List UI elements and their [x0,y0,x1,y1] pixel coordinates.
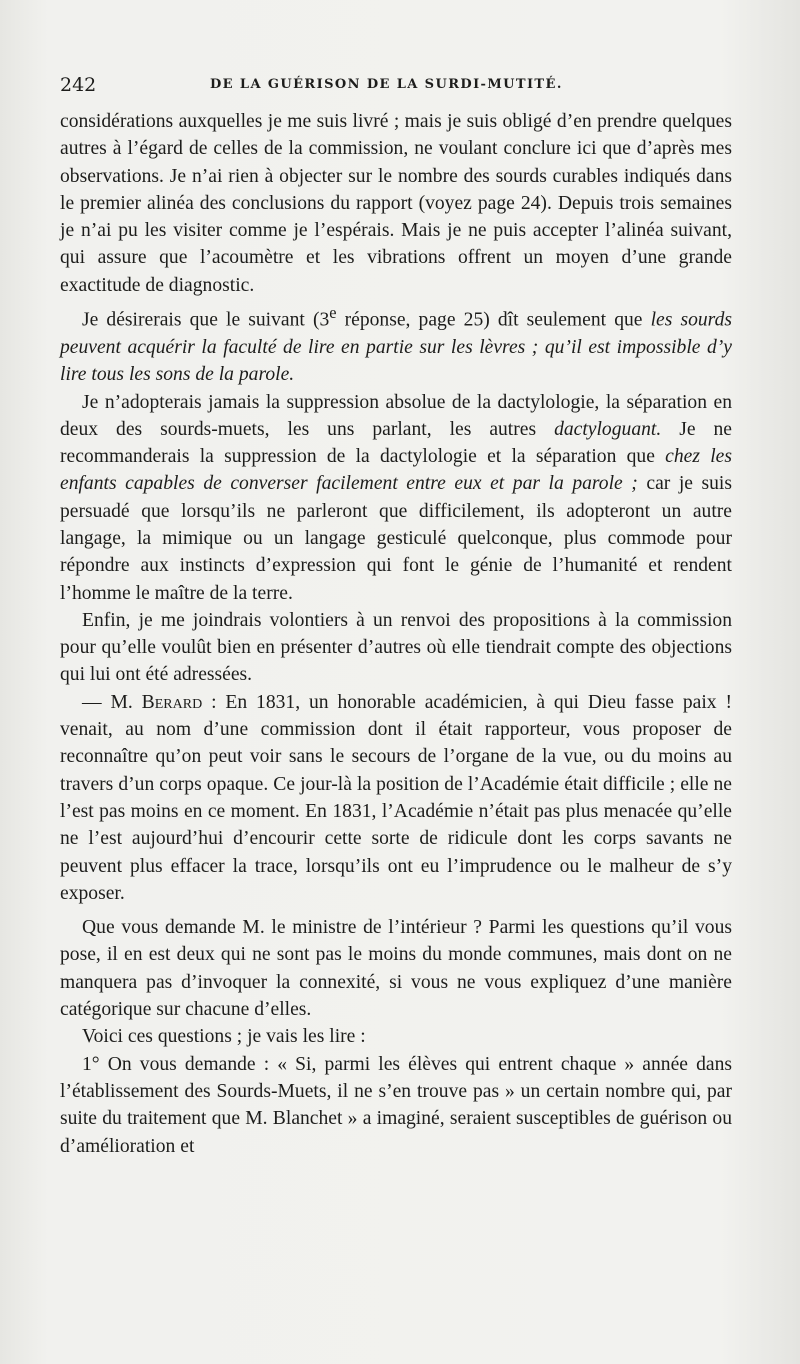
paragraph-3 [60,389,732,607]
paragraph-3-text-c: car je suis persuadé que lorsqu’ils ne parleront que difficilement, ils adopteront un autre langage, la mimique ou un langage gesticulé quelconque, plus commode pour répondre aux instincts d’expression qui font le génie de l’humanité et rendent l’homme le maître de la terre. [60,473,732,604]
paragraph-4: Enfin, je me joindrais volontiers à un renvoi des propositions à la commission pour qu’elle voulût bien en présenter d’autres où elle tiendrait compte des objections qui lui ont été adressées. [60,609,732,686]
paragraph-2-superscript: e [329,303,337,323]
paragraph-5 [60,689,732,907]
paragraph-2-text-a: Je désirerais que le suivant (3 [82,309,330,331]
paragraph-2-italic: les sourds peuvent acquérir la faculté de lire en partie sur les lèvres ; qu’il est impossible d’y lire tous les sons de la parole. [60,309,733,386]
page-number: 242 [60,74,97,96]
paragraph-3-italic-1: dactyloguant. [554,418,662,440]
running-head: DE LA GUÉRISON DE LA SURDI-MUTITÉ. [210,77,563,92]
paragraph-2 [60,299,732,388]
paragraph-5-text-a: — M. [82,691,142,713]
paragraph-5-text-b: : En 1831, un honorable académicien, à qui Dieu fasse paix ! venait, au nom d’une commission dont il était rapporteur, vous proposer de reconnaître qu’on peut voir sans le secours de l’organe de la vue, ou du moins au travers d’un corps opaque. Ce jour-là la position de l’Académie était difficile ; elle ne l’est pas moins en ce moment. En 1831, l’Académie n’était pas plus menacée qu’elle ne l’est aujourd’hui d’encourir cette sorte de ridicule dont les corps savants ne peuvent plus effacer la trace, lorsqu’ils ont eu l’imprudence ou le malheur de s’y exposer. [60,691,732,904]
speaker-name: Berard [141,691,203,713]
paragraph-3-italic-2: chez les enfants capables de converser facilement entre eux et par la parole ; [60,446,732,495]
paragraph-3-text-a: Je n’adopterais jamais la suppression absolue de la dactylologie, la séparation en deux des sourds-muets, les uns parlant, les autres [60,391,732,440]
paragraph-6: Que vous demande M. le ministre de l’intérieur ? Parmi les questions qu’il vous pose, il en est deux qui ne sont pas le moins du monde communes, mais dont on ne manquera pas d’invoquer la connexité, si vous ne vous expliquez d’une manière catégorique sur chacune d’elles. [60,917,732,1021]
paragraph-1: considérations auxquelles je me suis livré ; mais je suis obligé d’en prendre quelques autres à l’égard de celles de la commission, ne voulant conclure ici que d’après mes observations. Je n’ai rien à objecter sur le nombre des sourds curables indiqués dans le premier alinéa des conclusions du rapport (voyez page 24). Depuis trois semaines je n’ai pu les visiter comme je l’espérais. Mais je ne puis accepter l’alinéa suivant, qui assure que l’acoumètre et les vibrations offrent un moyen d’une grande exactitude de diagnostic. [60,111,732,296]
body-text [60,108,732,1160]
paragraph-7: Voici ces questions ; je vais les lire : [82,1026,366,1048]
paragraph-2-text-b: réponse, page 25) dît seulement que [336,309,651,331]
paragraph-8: 1° On vous demande : « Si, parmi les élèves qui entrent chaque » année dans l’établissement des Sourds-Muets, il ne s’en trouve pas » un certain nombre qui, par suite du traitement que M. Blanchet » a imaginé, seraient susceptibles de guérison ou d’amélioration et [60,1053,732,1157]
paragraph-3-text-b: Je ne recommanderais la suppression de la dactylologie et la séparation que [60,418,732,468]
page-header [60,74,732,100]
